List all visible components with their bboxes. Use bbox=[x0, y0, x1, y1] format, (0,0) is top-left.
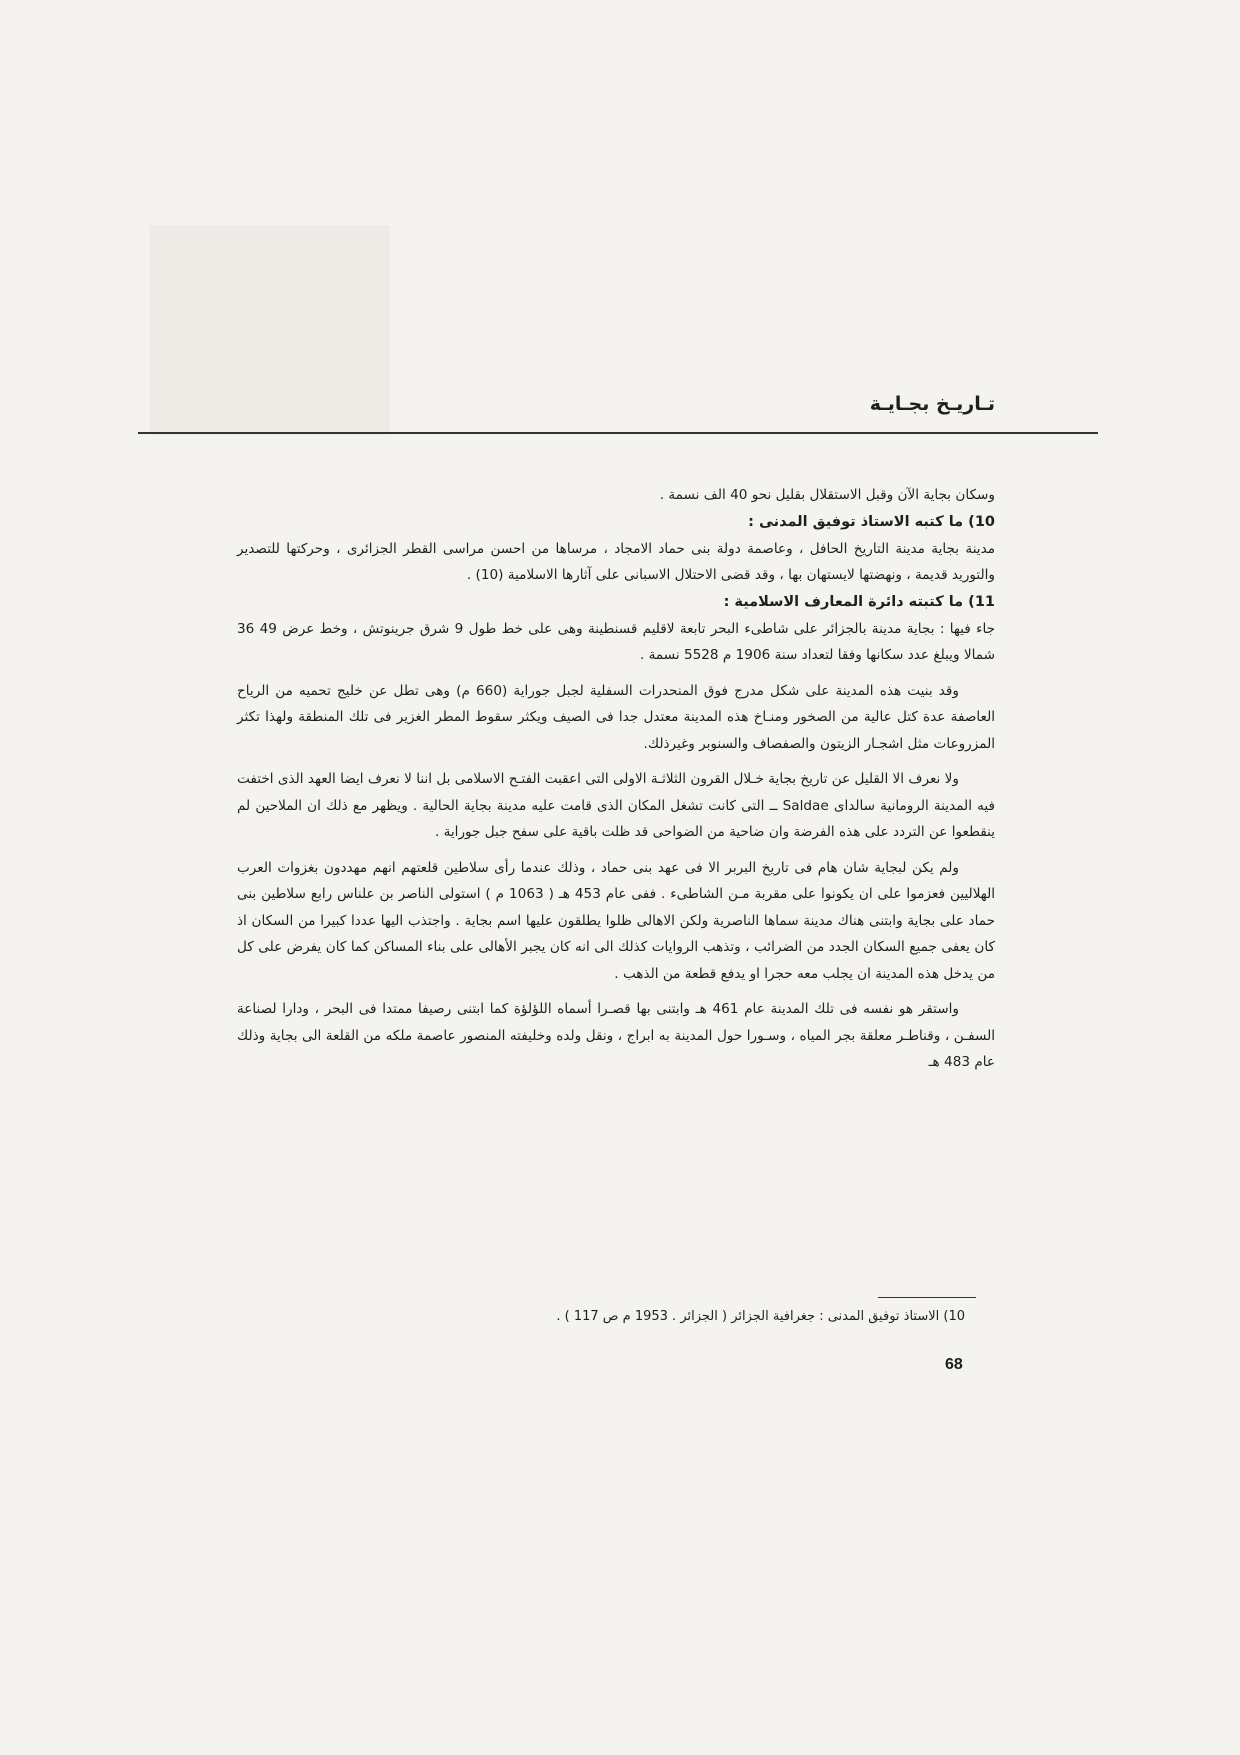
footnote: 10) الاستاذ توفيق المدنى : جغرافية الجزائر ( الجزائر . 1953 م ص 117 ) . bbox=[556, 1309, 965, 1324]
section-heading: 10) ما كتبه الاستاذ توفيق المدنى : bbox=[748, 513, 995, 530]
running-header-title: تـاريـخ بجـايـة bbox=[869, 393, 995, 415]
paragraph: جاء فيها : بجاية مدينة بالجزائر على شاطىء البحر تابعة لاقليم قسنطينة وهى على خط طول 9 شرق جرينوتش ، وخط عرض 49 36 شمالا ويبلغ عدد سكانها وفقا لتعداد سنة 1906 م 5528 نسمة . bbox=[237, 620, 996, 663]
paragraph: واستقر هو نفسه فى تلك المدينة عام 461 هـ وابتنى بها قصـرا أسماه اللؤلؤة كما ابتنى رصيفا ممتدا فى البحر ، ودارا لصناعة السفـن ، وقناطـر معلقة بجر المياه ، وسـورا حول المدينة به ابراج ، ونقل ولده وخليفته المنصور عاصمة ملكه من القلعة الى بجاية وذلك عام 483 هـ bbox=[237, 1001, 995, 1070]
page-number: 68 bbox=[945, 1356, 963, 1373]
section-heading: 11) ما كتبته دائرة المعارف الاسلامية : bbox=[723, 593, 995, 610]
body-text bbox=[237, 482, 995, 1076]
paragraph: وقد بنيت هذه المدينة على شكل مدرج فوق المنحدرات السفلية لجبل جوراية (660 م) وهى تطل عن خليج تحميه من الرياح العاصفة عدة كتل عالية من الصخور ومنـاخ هذه المدينة معتدل جدا فى الصيف ويكثر سقوط المطر الغزير فى تلك المنطقة ولهذا تكثر المزروعات مثل اشجـار الزيتون والصفصاف والسنوبر وغيرذلك. bbox=[237, 682, 995, 752]
scan-shadow bbox=[150, 225, 390, 435]
footnote-divider bbox=[878, 1297, 976, 1298]
paragraph: مدينة بجاية مدينة التاريخ الحافل ، وعاصمة دولة بنى حماد الامجاد ، مرساها من احسن مراسى القطر الجزائرى ، وحركتها للتصدير والتوريد قديمة ، ونهضتها لايستهان بها ، وقد قضى الاحتلال الاسبانى على آثارها الاسلامية (10) . bbox=[237, 540, 995, 583]
paragraph: ولا نعرف الا القليل عن تاريخ بجاية خـلال القرون الثلاثـة الاولى التى اعقبت الفتـح الاسلامى بل اننا لا نعرف ايضا العهد الذى اختفت فيه المدينة الرومانية سالداى Saldae ــ التى كانت تشغل المكان الذى قامت عليه مدينة بجاية الحالية . ويظهر مع ذلك ان الملاحين لم ينقطعوا عن التردد على هذه الفرضة وان ضاحية من الضواحى قد ظلت باقية على سفح جبل جوراية . bbox=[237, 771, 995, 840]
header-divider bbox=[138, 432, 1098, 434]
paragraph: ولم يكن لبجاية شان هام فى تاريخ البربر الا فى عهد بنى حماد ، وذلك عندما رأى سلاطين قلعتهم انهم مهددون بغزوات العرب الهلاليين فعزموا على ان يكونوا على مقربة مـن الشاطىء . ففى عام 453 هـ ( 1063 م ) استولى الناصر بن علناس رابع سلاطين بنى حماد على بجاية وابتنى هناك مدينة سماها الناصرية ولكن الاهالى ظلوا يطلقون عليها اسم بجاية . واجتذب اليها عددا كبيرا من السكان اذ كان يعفى جميع السكان الجدد من الضرائب ، وتذهب الروايات كذلك الى انه كان يجبر الأهالى على بناء المساكن كما كان يفرض على كل من يدخل هذه المدينة ان يجلب معه حجرا او يدفع قطعة من الذهب . bbox=[237, 859, 995, 982]
paragraph: وسكان بجاية الآن وقبل الاستقلال بقليل نحو 40 الف نسمة . bbox=[659, 487, 995, 503]
